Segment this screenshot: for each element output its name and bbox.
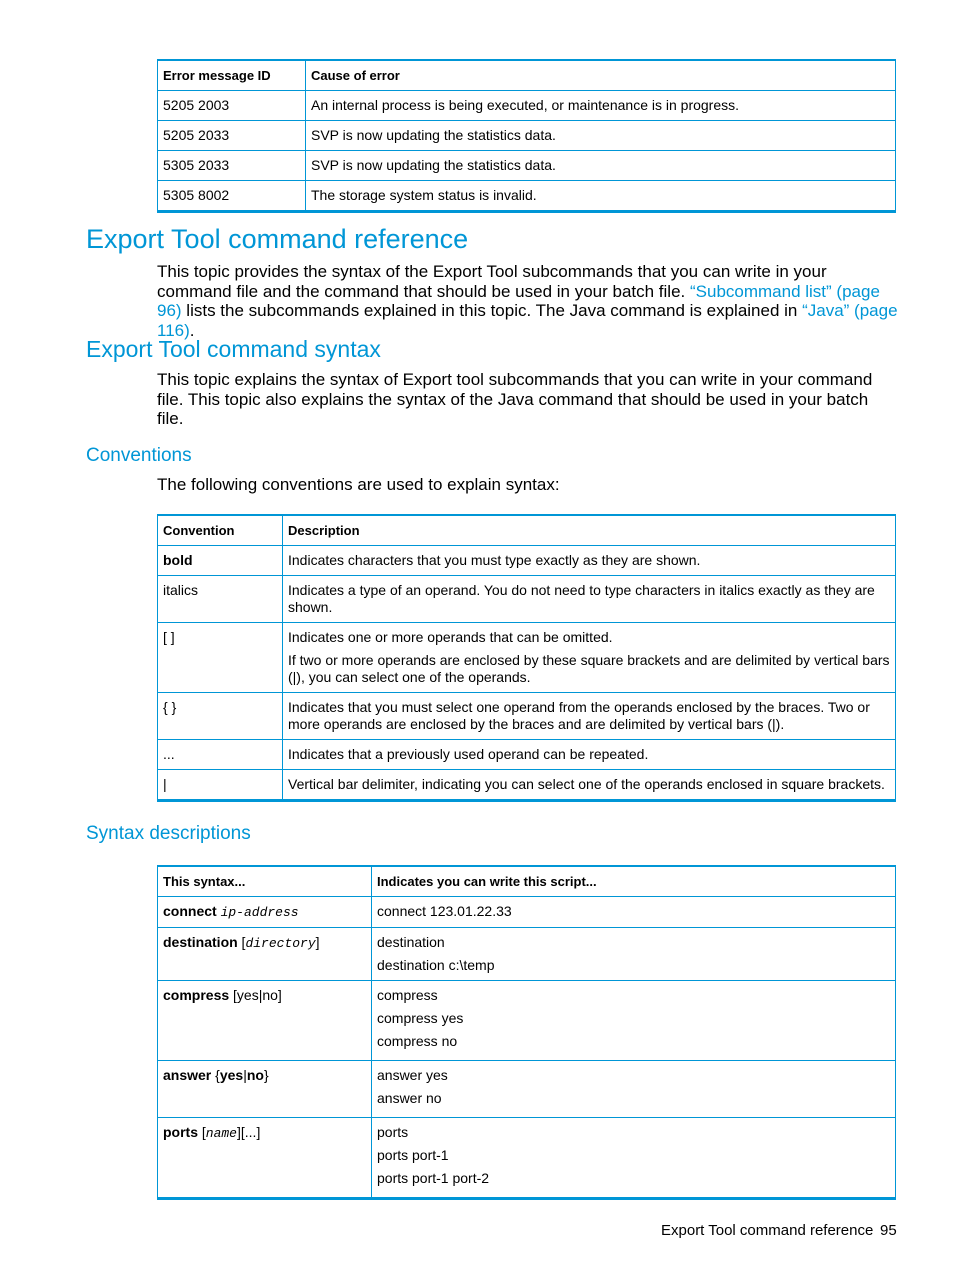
table-row	[158, 981, 896, 1061]
script-line: answer yes	[377, 1067, 448, 1083]
convention-cell: [ ]	[158, 623, 283, 693]
syntax-heading: Syntax descriptions	[86, 823, 251, 844]
script-cell	[372, 928, 896, 981]
convention-cell: bold	[158, 546, 283, 576]
column-header: Cause of error	[306, 60, 896, 91]
table-row	[158, 546, 896, 576]
convention-cell: ...	[158, 740, 283, 770]
description-cell	[283, 623, 896, 693]
syntax-cell: destination [directory]	[158, 928, 372, 981]
table-header-row	[158, 515, 896, 546]
column-header: Convention	[158, 515, 283, 546]
description-cell: Indicates that a previously used operand can be repeated.	[283, 740, 896, 770]
table-row	[158, 1118, 896, 1199]
table-header-row	[158, 60, 896, 91]
table-header-row	[158, 866, 896, 897]
syntax-keyword: connect	[163, 903, 217, 919]
error-id-cell: 5305 2033	[158, 151, 306, 181]
script-cell	[372, 981, 896, 1061]
script-cell	[372, 1061, 896, 1118]
syntax-keyword: destination	[163, 934, 238, 950]
table-row	[158, 770, 896, 801]
section-paragraph	[157, 262, 899, 340]
conventions-heading: Conventions	[86, 445, 192, 466]
syntax-table	[157, 865, 896, 1200]
syntax-keyword: ports	[163, 1124, 198, 1140]
description-line: Indicates one or more operands that can be omitted.	[288, 629, 613, 645]
script-line: destination	[377, 934, 445, 950]
paragraph-text: This topic provides the syntax of the Export Tool subcommands that you can write in your command file and the command that should be used in your batch file.	[157, 262, 827, 301]
syntax-cell	[158, 897, 372, 928]
error-cause-cell: An internal process is being executed, or maintenance is in progress.	[306, 91, 896, 121]
error-cause-cell: SVP is now updating the statistics data.	[306, 151, 896, 181]
syntax-keyword: answer	[163, 1067, 212, 1083]
convention-cell: italics	[158, 576, 283, 623]
error-cause-cell: SVP is now updating the statistics data.	[306, 121, 896, 151]
table-row	[158, 181, 896, 212]
syntax-cell	[158, 981, 372, 1061]
script-line: connect 123.01.22.33	[377, 903, 512, 919]
syntax-operand: name	[205, 1126, 237, 1141]
column-header: Error message ID	[158, 60, 306, 91]
convention-cell: |	[158, 770, 283, 801]
syntax-operand: ip-address	[220, 905, 299, 920]
script-line: ports port-1	[377, 1147, 449, 1163]
description-line: If two or more operands are enclosed by these square brackets and are delimited by vertical bars (|), you can select one of the operands.	[288, 652, 890, 685]
table-row	[158, 91, 896, 121]
syntax-cell: ports [name][...]	[158, 1118, 372, 1199]
section-title: Export Tool command reference	[86, 224, 469, 254]
section-paragraph: This topic explains the syntax of Export tool subcommands that you can write in your command file. This topic also explains the syntax of the Java command that should be used in your batch file.	[157, 370, 873, 428]
conventions-intro: The following conventions are used to explain syntax:	[157, 475, 560, 494]
table-row	[158, 740, 896, 770]
error-id-cell: 5305 8002	[158, 181, 306, 212]
error-cause-cell: The storage system status is invalid.	[306, 181, 896, 212]
table-row	[158, 623, 896, 693]
page-number: 95	[880, 1222, 897, 1239]
script-line: ports port-1 port-2	[377, 1170, 490, 1186]
script-line: ports	[377, 1124, 409, 1140]
script-cell	[372, 1118, 896, 1199]
table-row	[158, 693, 896, 740]
paragraph-text: lists the subcommands explained in this topic. The Java command is explained in	[181, 301, 803, 320]
option-separator: |	[243, 1067, 247, 1083]
table-row	[158, 897, 896, 928]
description-cell: Vertical bar delimiter, indicating you can select one of the operands enclosed in square brackets.	[283, 770, 896, 801]
table-row	[158, 121, 896, 151]
syntax-option: no	[246, 1067, 264, 1083]
java-link[interactable]: “Java” (page 116)	[157, 301, 898, 340]
script-cell	[372, 897, 896, 928]
syntax-keyword: compress	[163, 987, 230, 1003]
column-header: This syntax...	[158, 866, 372, 897]
error-table	[157, 59, 896, 213]
description-cell: Indicates characters that you must type exactly as they are shown.	[283, 546, 896, 576]
syntax-operand: [yes|no]	[233, 987, 282, 1003]
table-row	[158, 576, 896, 623]
syntax-cell	[158, 1061, 372, 1118]
footer-title: Export Tool command reference	[661, 1222, 874, 1239]
column-header: Description	[283, 515, 896, 546]
convention-cell: { }	[158, 693, 283, 740]
description-cell: Indicates that you must select one operand from the operands enclosed by the braces. Two or more operands are enclosed by the braces and are delimited by vertical bars (|).	[283, 693, 896, 740]
error-id-cell: 5205 2003	[158, 91, 306, 121]
table-row	[158, 151, 896, 181]
error-id-cell: 5205 2033	[158, 121, 306, 151]
script-line: destination c:\temp	[377, 957, 495, 973]
brace-open: {	[215, 1067, 220, 1083]
script-line: answer no	[377, 1090, 442, 1106]
conventions-table	[157, 514, 896, 802]
column-header: Indicates you can write this script...	[372, 866, 896, 897]
syntax-operand-tail: ][...]	[237, 1124, 261, 1140]
script-line: compress no	[377, 1033, 458, 1049]
script-line: compress	[377, 987, 438, 1003]
table-row	[158, 1061, 896, 1118]
subcommand-list-link[interactable]: “Subcommand list” (page 96)	[157, 281, 880, 320]
description-cell: Indicates a type of an operand. You do not need to type characters in italics exactly as they are shown.	[283, 576, 896, 623]
syntax-option: yes	[219, 1067, 244, 1083]
table-row	[158, 928, 896, 981]
paragraph-text: .	[189, 320, 195, 340]
brace-close: }	[263, 1067, 269, 1083]
syntax-operand: directory	[245, 936, 316, 951]
script-line: compress yes	[377, 1010, 464, 1026]
subsection-title: Export Tool command syntax	[86, 336, 381, 362]
